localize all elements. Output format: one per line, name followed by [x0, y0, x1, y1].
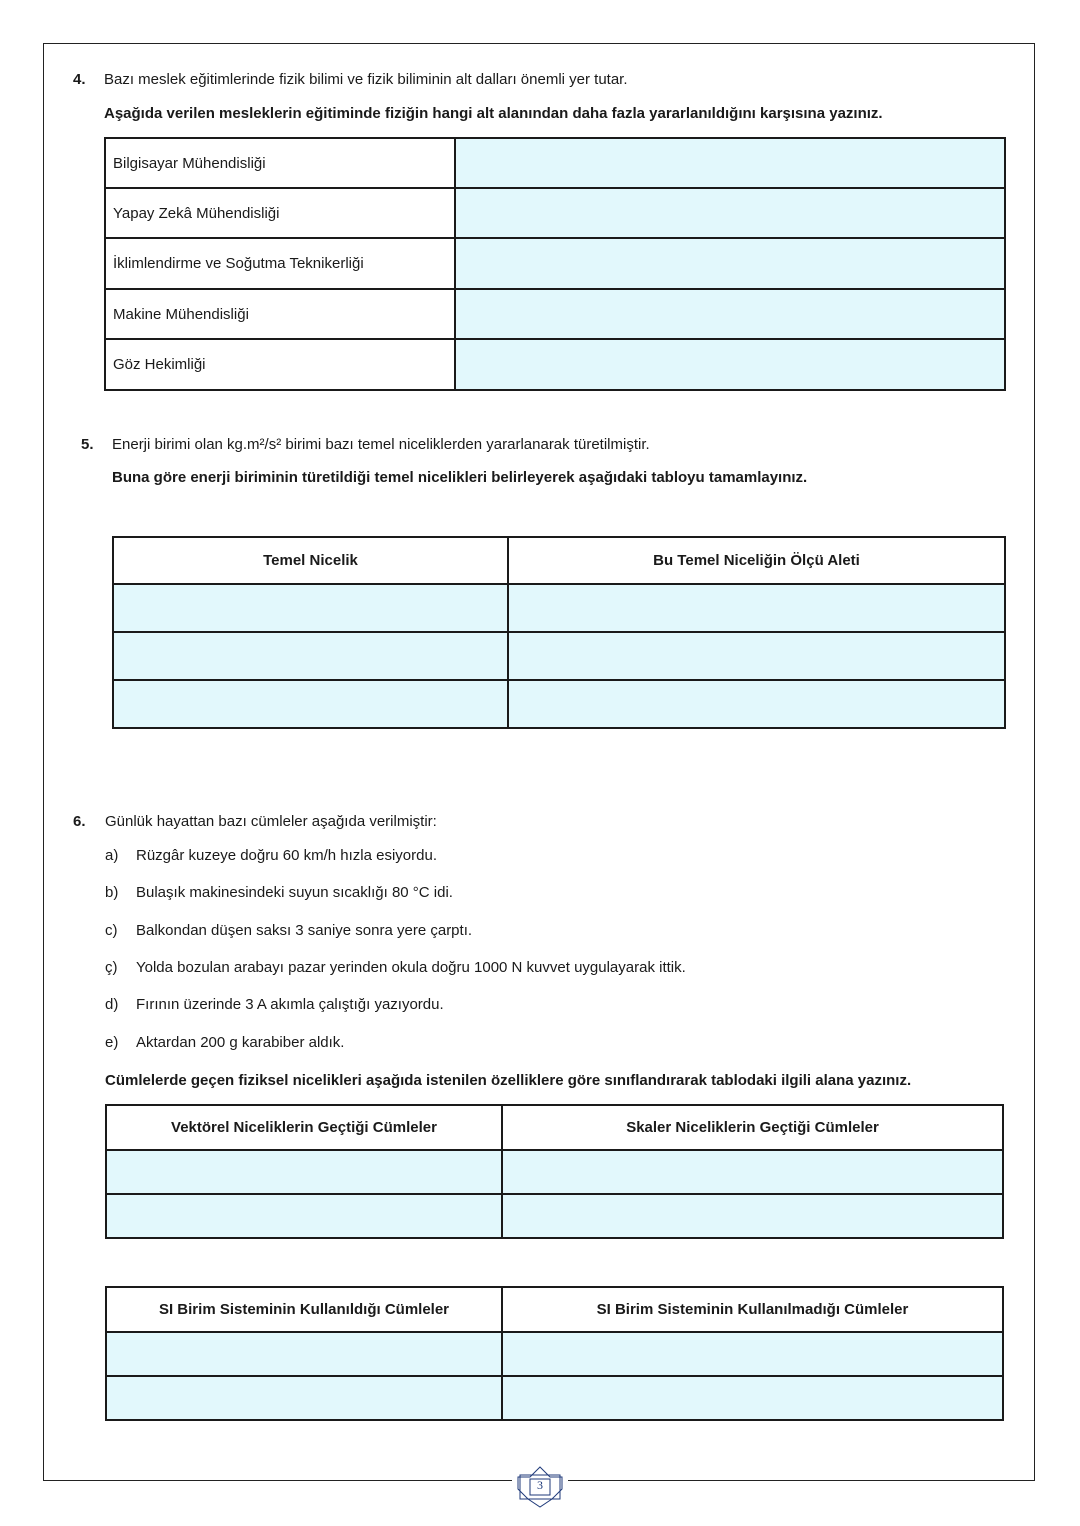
q4-row-label: Göz Hekimliği — [105, 339, 455, 390]
list-item — [105, 922, 472, 939]
q4-table — [104, 137, 1006, 391]
table-row — [105, 339, 1005, 390]
table-row — [113, 680, 1005, 728]
q4-row-label: Bilgisayar Mühendisliği — [105, 138, 455, 188]
table-row — [105, 238, 1005, 289]
q4-row-label: Makine Mühendisliği — [105, 289, 455, 339]
q6-number: 6. — [73, 813, 86, 830]
table-header-row — [113, 537, 1005, 584]
q4-number: 4. — [73, 71, 86, 88]
q5-intro: Enerji birimi olan kg.m²/s² birimi bazı temel niceliklerden yararlanarak türetilmiştir. — [112, 436, 650, 453]
q6-instruction: Cümlelerde geçen fiziksel nicelikleri aşağıda istenilen özelliklere göre sınıflandırarak tablodaki ilgili alana yazınız. — [105, 1072, 912, 1089]
q6-answer-cell[interactable] — [502, 1332, 1003, 1376]
q6-header-vector: Vektörel Niceliklerin Geçtiği Cümleler — [106, 1105, 502, 1150]
page-number: 3 — [537, 1478, 543, 1492]
q6-answer-cell[interactable] — [502, 1194, 1003, 1238]
q5-answer-cell[interactable] — [113, 632, 508, 680]
q4-answer-cell[interactable] — [455, 289, 1005, 339]
q6-answer-cell[interactable] — [502, 1150, 1003, 1194]
q4-answer-cell[interactable] — [455, 188, 1005, 238]
q4-row-label: İklimlendirme ve Soğutma Teknikerliği — [105, 238, 455, 289]
q4-answer-cell[interactable] — [455, 339, 1005, 390]
q6-answer-cell[interactable] — [106, 1332, 502, 1376]
table-header-row — [106, 1105, 1003, 1150]
item-letter: d) — [105, 996, 119, 1013]
q5-answer-cell[interactable] — [113, 680, 508, 728]
q6-answer-cell[interactable] — [106, 1150, 502, 1194]
list-item — [105, 884, 453, 901]
item-text: Bulaşık makinesindeki suyun sıcaklığı 80 °C idi. — [136, 884, 453, 901]
table-row — [105, 289, 1005, 339]
q4-intro: Bazı meslek eğitimlerinde fizik bilimi ve fizik biliminin alt dalları önemli yer tutar. — [104, 71, 628, 88]
q5-answer-cell[interactable] — [508, 584, 1005, 632]
table-row — [113, 632, 1005, 680]
table-row — [106, 1376, 1003, 1420]
table-header-row — [106, 1287, 1003, 1332]
item-letter: b) — [105, 884, 119, 901]
q6-answer-cell[interactable] — [106, 1194, 502, 1238]
q6-si-table — [105, 1286, 1004, 1421]
q5-table — [112, 536, 1006, 729]
q6-intro: Günlük hayattan bazı cümleler aşağıda verilmiştir: — [105, 813, 437, 830]
q6-header-scalar: Skaler Niceliklerin Geçtiği Cümleler — [502, 1105, 1003, 1150]
q5-instruction: Buna göre enerji biriminin türetildiği temel nicelikleri belirleyerek aşağıdaki tabloyu tamamlayınız. — [112, 469, 808, 486]
q5-answer-cell[interactable] — [113, 584, 508, 632]
table-row — [106, 1332, 1003, 1376]
q6-header-si-used: SI Birim Sisteminin Kullanıldığı Cümleler — [106, 1287, 502, 1332]
list-item — [105, 996, 444, 1013]
q5-answer-cell[interactable] — [508, 632, 1005, 680]
table-row — [106, 1194, 1003, 1238]
list-item — [105, 1034, 344, 1051]
q5-header-instrument: Bu Temel Niceliğin Ölçü Aleti — [508, 537, 1005, 584]
q4-row-label: Yapay Zekâ Mühendisliği — [105, 188, 455, 238]
q6-header-si-not-used: SI Birim Sisteminin Kullanılmadığı Cümleler — [502, 1287, 1003, 1332]
q5-header-quantity: Temel Nicelik — [113, 537, 508, 584]
q6-answer-cell[interactable] — [106, 1376, 502, 1420]
q6-vector-scalar-table — [105, 1104, 1004, 1239]
item-letter: a) — [105, 847, 119, 864]
table-row — [113, 584, 1005, 632]
q5-number: 5. — [81, 436, 94, 453]
list-item — [105, 959, 686, 976]
table-row — [105, 188, 1005, 238]
item-text: Yolda bozulan arabayı pazar yerinden okula doğru 1000 N kuvvet uygulayarak ittik. — [136, 959, 686, 976]
q5-answer-cell[interactable] — [508, 680, 1005, 728]
q4-answer-cell[interactable] — [455, 238, 1005, 289]
item-text: Fırının üzerinde 3 A akımla çalıştığı yazıyordu. — [136, 996, 444, 1013]
table-row — [105, 138, 1005, 188]
item-text: Aktardan 200 g karabiber aldık. — [136, 1034, 345, 1051]
item-text: Rüzgâr kuzeye doğru 60 km/h hızla esiyordu. — [136, 847, 437, 864]
table-row — [106, 1150, 1003, 1194]
item-letter: ç) — [105, 959, 118, 976]
item-letter: c) — [105, 922, 118, 939]
q4-instruction: Aşağıda verilen mesleklerin eğitiminde fiziğin hangi alt alanından daha fazla yararlanıldığını karşısına yazınız. — [104, 105, 883, 122]
item-letter: e) — [105, 1034, 119, 1051]
q6-answer-cell[interactable] — [502, 1376, 1003, 1420]
item-text: Balkondan düşen saksı 3 saniye sonra yere çarptı. — [136, 922, 473, 939]
q4-answer-cell[interactable] — [455, 138, 1005, 188]
list-item — [105, 847, 437, 864]
